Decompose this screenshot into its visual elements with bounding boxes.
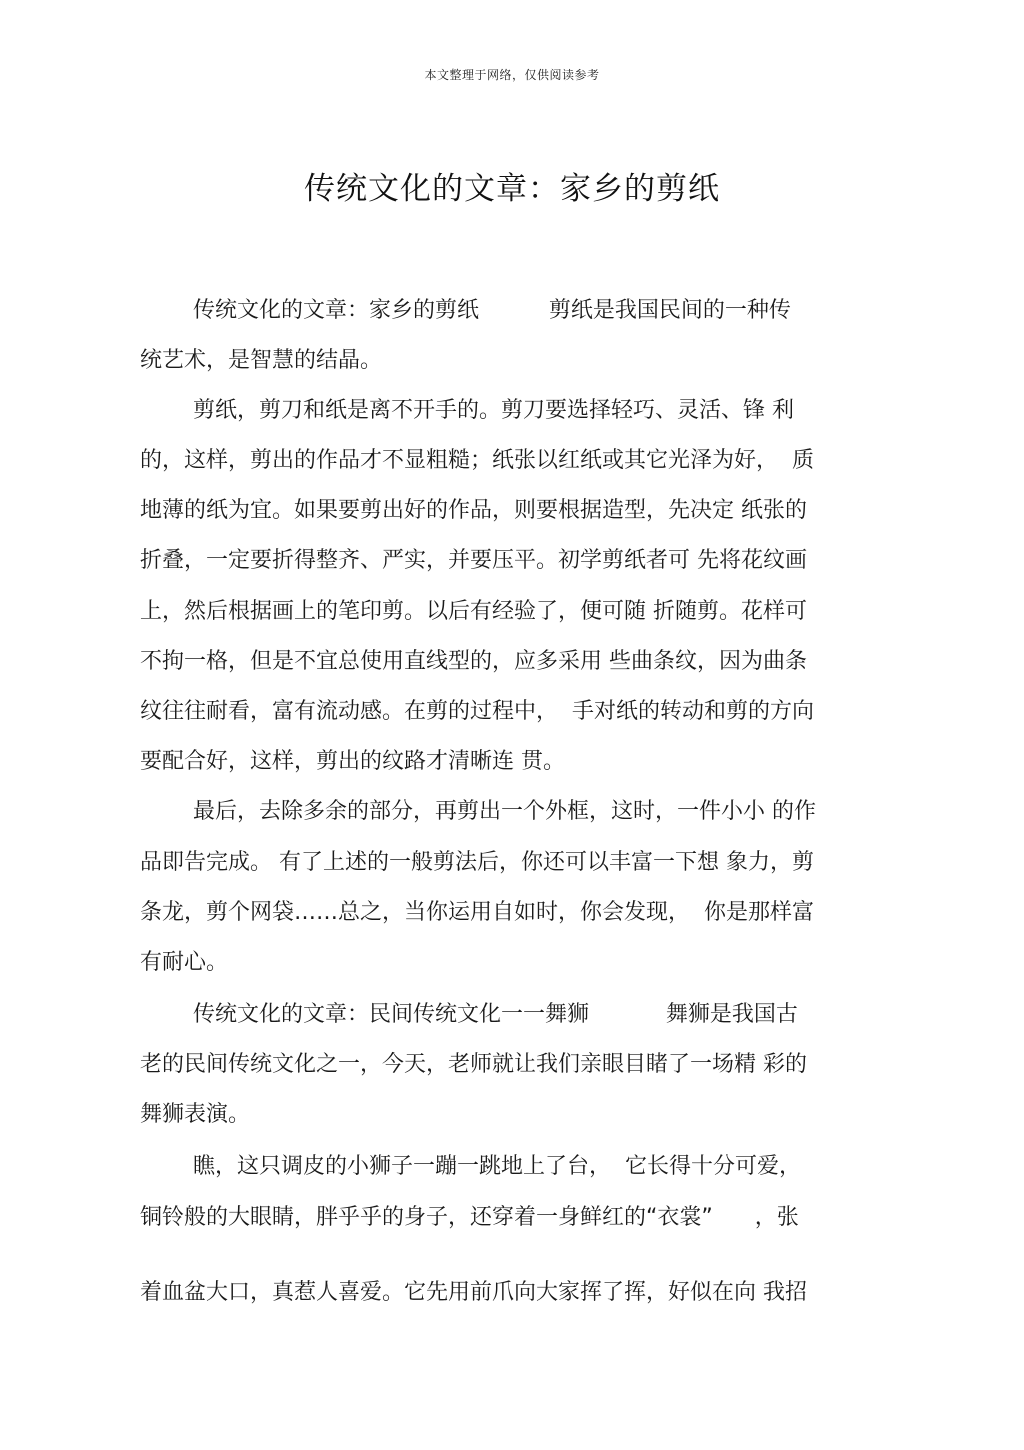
paragraph-line: 舞狮表演。	[140, 1102, 251, 1127]
paragraph-line: 不拘一格，但是不宜总使用直线型的，应多采用 些曲条纹，因为曲条	[140, 649, 807, 674]
header-note: 本文整理于网络，仅供阅读参考	[424, 68, 600, 82]
paragraph-line: 品即告完成。 有了上述的一般剪法后，你还可以丰富一下想 象力，剪	[140, 850, 814, 875]
paragraph-line: 地薄的纸为宜。如果要剪出好的作品，则要根据造型，先决定 纸张的	[140, 498, 807, 523]
paragraph-line: 上，然后根据画上的笔印剪。以后有经验了，便可随 折随剪。花样可	[140, 599, 807, 624]
paragraph-line: 统艺术，是智慧的结晶。	[140, 348, 383, 373]
paragraph-line: 折叠，一定要折得整齐、严实，并要压平。初学剪纸者可 先将花纹画	[140, 548, 807, 573]
paragraph-line: 条龙，剪个网袋……总之，当你运用自如时，你会发现， 你是那样富	[140, 900, 814, 925]
paragraph-line: 着血盆大口，真惹人喜爱。它先用前爪向大家挥了挥，好似在向 我招	[140, 1280, 807, 1305]
paragraph-line: 要配合好，这样，剪出的纹路才清晰连 贯。	[140, 749, 565, 774]
paragraph-line: 有耐心。	[140, 950, 229, 975]
paragraph-line: 的，这样，剪出的作品才不显粗糙；纸张以红纸或其它光泽为好， 质	[140, 448, 814, 473]
paragraph-line: 传统文化的文章：家乡的剪纸 剪纸是我国民间的一种传	[193, 298, 791, 323]
paragraph-line: 剪纸，剪刀和纸是离不开手的。剪刀要选择轻巧、灵活、锋 利	[193, 398, 794, 423]
paragraph-line: 最后，去除多余的部分，再剪出一个外框，这时，一件小小 的作	[193, 799, 816, 824]
paragraph-line: 传统文化的文章：民间传统文化一一舞狮 舞狮是我国古	[193, 1002, 798, 1027]
paragraph-line: 瞧，这只调皮的小狮子一蹦一跳地上了台， 它长得十分可爱，	[193, 1154, 801, 1179]
paragraph-line: 纹往往耐看，富有流动感。在剪的过程中， 手对纸的转动和剪的方向	[140, 699, 814, 724]
paragraph-line: 老的民间传统文化之一，今天，老师就让我们亲眼目睹了一场精 彩的	[140, 1052, 807, 1077]
document-title: 传统文化的文章：家乡的剪纸	[304, 171, 720, 207]
paragraph-line: 铜铃般的大眼睛，胖乎乎的身子，还穿着一身鲜红的“衣裳” ，张	[140, 1205, 799, 1230]
